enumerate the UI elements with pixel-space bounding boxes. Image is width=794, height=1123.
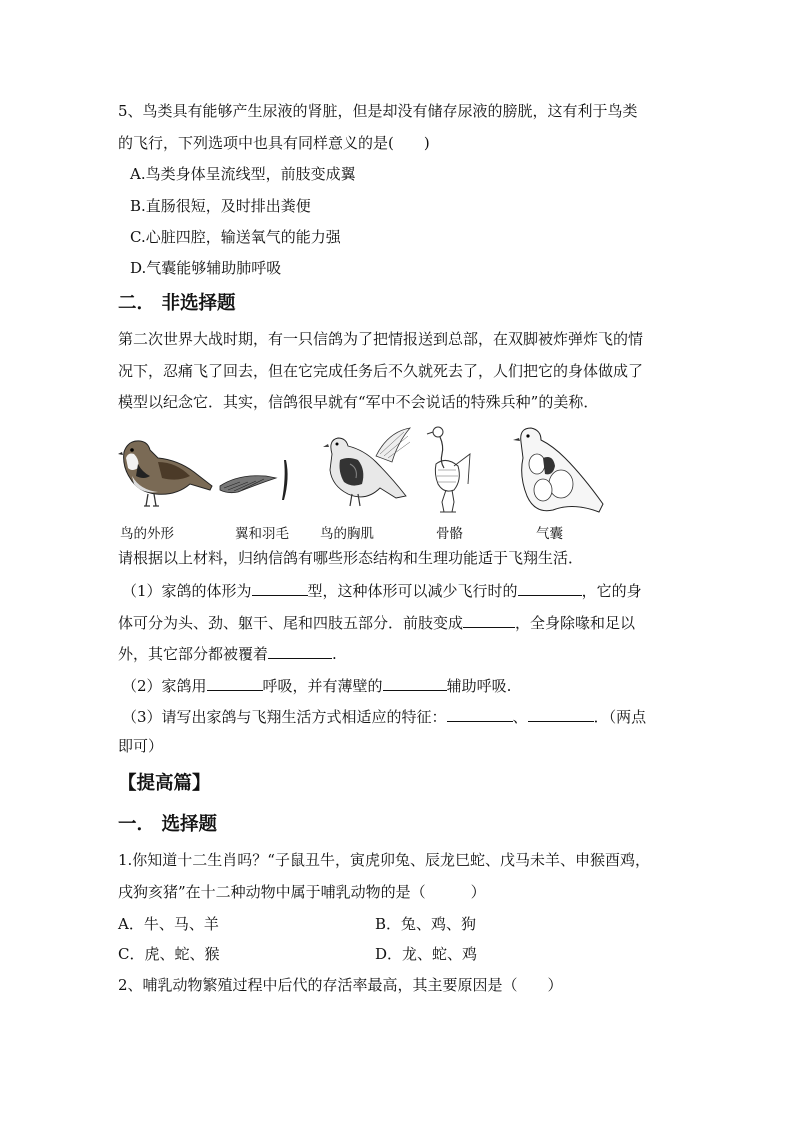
caption-skeleton: 骨骼 [436,526,463,542]
section1-heading: 一． 选择题 [118,814,217,835]
q2-stem-line1: 2、哺乳动物繁殖过程中后代的存活率最高，其主要原因是（ ） [118,976,563,994]
sub3-line1 [122,706,646,727]
q5-option-c: C.心脏四腔，输送氧气的能力强 [130,228,341,246]
answer-blank-lung[interactable] [207,675,263,691]
sub2-text-a: （2）家鸽用 [122,677,207,695]
answer-blank-feature-1[interactable] [447,706,513,722]
answer-blank-feature-2[interactable] [528,706,594,722]
bird-structure-figure [118,424,608,542]
q1-option-d: D．龙、蛇、鸡 [375,945,478,963]
sub1-text-line3b: . [332,645,337,663]
q5-option-b: B.直肠很短，及时排出粪便 [130,197,311,215]
q1-option-c: C．虎、蛇、猴 [118,945,220,963]
answer-blank-body-shape[interactable] [252,580,308,596]
sub1-text-line2a: 体可分为头、劲、躯干、尾和四肢五部分．前肢变成 [118,614,464,632]
air-sac-image [513,424,607,518]
caption-bird-exterior: 鸟的外形 [120,526,174,542]
sub1-line3 [118,643,337,664]
sub3-line2: 即可） [118,737,164,755]
sub2-text-b: 呼吸，并有薄壁的 [262,677,383,695]
sub1-text-line2b: ，全身除喙和足以 [515,614,636,632]
sub1-line2 [118,612,635,633]
section2-heading: 二． 非选择题 [118,293,236,314]
q5-option-a: A.鸟类身体呈流线型，前肢变成翼 [130,165,356,183]
caption-chest-muscle: 鸟的胸肌 [320,526,374,542]
q5-option-d: D.气囊能够辅助肺呼吸 [130,259,282,277]
sub2-text-c: 辅助呼吸. [446,677,512,695]
answer-blank-air-sac[interactable] [383,675,447,691]
q1-stem-line2: 戌狗亥猪”在十二种动物中属于哺乳动物的是（ ） [118,883,486,901]
bird-skeleton-image [424,424,472,516]
sub1-text-b: 型，这种体形可以减少飞行时的 [307,582,518,600]
wing-feather-image [218,460,298,504]
bird-exterior-image [118,432,214,512]
sub1-line1 [122,580,642,601]
sub1-text-a: （1）家鸽的体形为 [122,582,252,600]
sub3-text-a: （3）请写出家鸽与飞翔生活方式相适应的特征： [122,708,447,726]
caption-air-sac: 气囊 [536,526,563,542]
sub1-text-line3a: 外，其它部分都被覆着 [118,645,269,663]
bird-chest-muscle-image [318,426,412,512]
answer-blank-resistance[interactable] [518,580,582,596]
q1-options-row2 [118,944,478,964]
answer-blank-forelimb[interactable] [463,612,515,628]
q1-option-b: B．兔、鸡、狗 [375,915,477,933]
sub3-text-c: ．（两点 [593,708,647,726]
caption-wing-feathers: 翼和羽毛 [235,526,289,542]
sub3-text-b: 、 [512,708,528,726]
passage-line1: 第二次世界大战时期，有一只信鸽为了把情报送到总部，在双脚被炸弹炸飞的情 [118,330,644,348]
instruction-text: 请根据以上材料，归纳信鸽有哪些形态结构和生理功能适于飞翔生活． [118,549,584,567]
passage-line3: 模型以纪念它．其实，信鸽很早就有“军中不会说话的特殊兵种”的美称． [118,393,599,411]
q1-options-row1 [118,914,477,934]
q5-stem-line2: 的飞行，下列选项中也具有同样意义的是( ) [118,134,430,152]
sub2-line [122,675,511,696]
q5-stem-line1: 5、鸟类具有能够产生尿液的肾脏，但是却没有储存尿液的膀胱，这有利于鸟类 [118,102,638,120]
answer-blank-covering[interactable] [268,643,332,659]
q1-stem-line1: 1.你知道十二生肖吗？“子鼠丑牛，寅虎卯兔、辰龙巳蛇、戊马未羊、申猴酉鸡， [118,851,650,869]
passage-line2: 况下，忍痛飞了回去，但在它完成任务后不久就死去了，人们把它的身体做成了 [118,362,644,380]
q1-option-a: A．牛、马、羊 [118,915,219,933]
sub1-text-c: ，它的身 [581,582,642,600]
advanced-heading: 【提高篇】 [118,773,211,794]
